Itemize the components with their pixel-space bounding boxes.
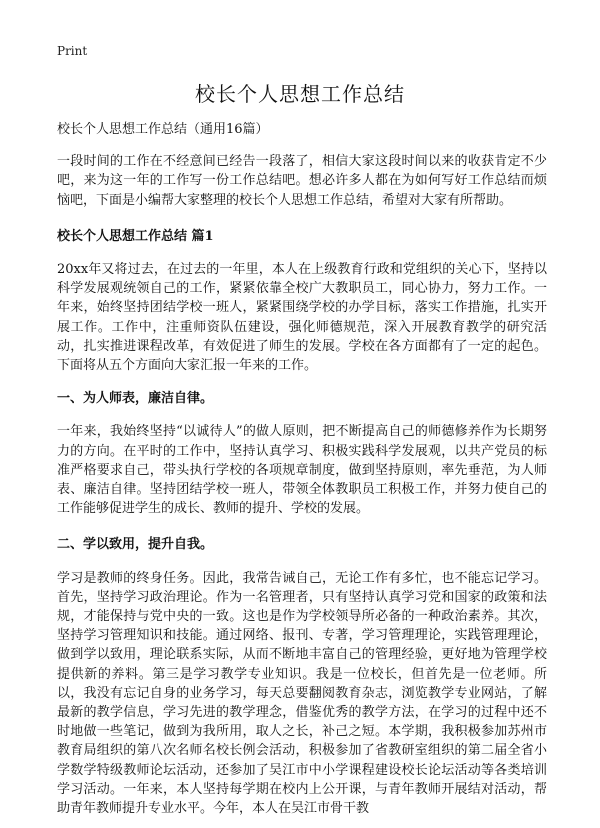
body-paragraph-3: 学习是教师的终身任务。因此，我常告诫自己，无论工作有多忙，也不能忘记学习。首先，坚持学习政治理论。作为一名管理者，只有坚持认真学习党和国家的政策和法规，才能保持与党中央的一致。这也是作为学校领导所必备的一种政治素养。其次，坚持学习管理知识和技能。通过网络、报刊、专著，学习管理理论，实践管理理论，做到学以致用，理论联系实际，从而不断地丰富自己的管理经验，更好地为管理学校提供新的养料。第三是学习教学专业知识。我是一位校长，但首先是一位老师。所以，我没有忘记自身的业务学习，每天总要翻阅教育杂志，浏览教学专业网站，了解最新的教学信息，学习先进的教学理念，借鉴优秀的教学方法，在学习的过程中还不时地做一些笔记，做到为我所用，取人之长，补己之短。本学期，我积极参加苏州市教育局组织的第八次名师名校长例会活动，积极参加了省教研室组织的第二届全省小学数学特级教师论坛活动，还参加了吴江市中小学课程建设校长论坛活动等各类培训学习活动。一年来，本人坚持每学期在校内上公开课，与青年教师开展结对活动，帮助青年教师提升专业水平。今年，本人在吴江市骨干教 [57, 570, 547, 817]
document-title: 校长个人思想工作总结 [195, 82, 405, 106]
intro-paragraph: 一段时间的工作在不经意间已经告一段落了，相信大家这段时间以来的收获肯定不少吧，来为这一年的工作写一份工作总结吧。想必许多人都在为如何写好工作总结而烦恼吧，下面是小编帮大家整理的校长个人思想工作总结，希望对大家有所帮助。 [57, 154, 547, 208]
heading-1: 一、为人师表，廉洁自律。 [57, 391, 214, 407]
document-body [57, 120, 547, 818]
body-paragraph-2: 一年来，我始终坚持“以诚待人”的做人原则，把不断提高自己的师德修养作为长期努力的方向。在平时的工作中，坚持认真学习、积极实践科学发展观，以共产党员的标准严格要求自己，带头执行学校的各项规章制度，做到坚持原则，率先垂范，为人师表、廉洁自律。坚持团结学校一班人，带领全体教职员工积极工作，并努力使自己的工作能够促进学生的成长、教师的提升、学校的发展。 [57, 424, 547, 517]
body-paragraph-1: 20xx年又将过去，在过去的一年里，本人在上级教育行政和党组织的关心下，坚持以科学发展观统领自己的工作，紧紧依靠全校广大教职员工，同心协力，努力工作。一年来，始终坚持团结学校一班人，紧紧围绕学校的办学目标，落实工作措施，扎实开展工作。工作中，注重师资队伍建设，强化师德规范，深入开展教育教学的研究活动，扎实推进课程改革，有效促进了师生的发展。学校在各方面都有了一定的起色。下面将从五个方面向大家汇报一年来的工作。 [57, 262, 547, 374]
document-subtitle: 校长个人思想工作总结（通用16篇） [57, 122, 269, 137]
section-title: 校长个人思想工作总结 篇1 [57, 228, 214, 244]
heading-2: 二、学以致用，提升自我。 [57, 537, 214, 553]
print-label[interactable]: Print [57, 44, 88, 58]
